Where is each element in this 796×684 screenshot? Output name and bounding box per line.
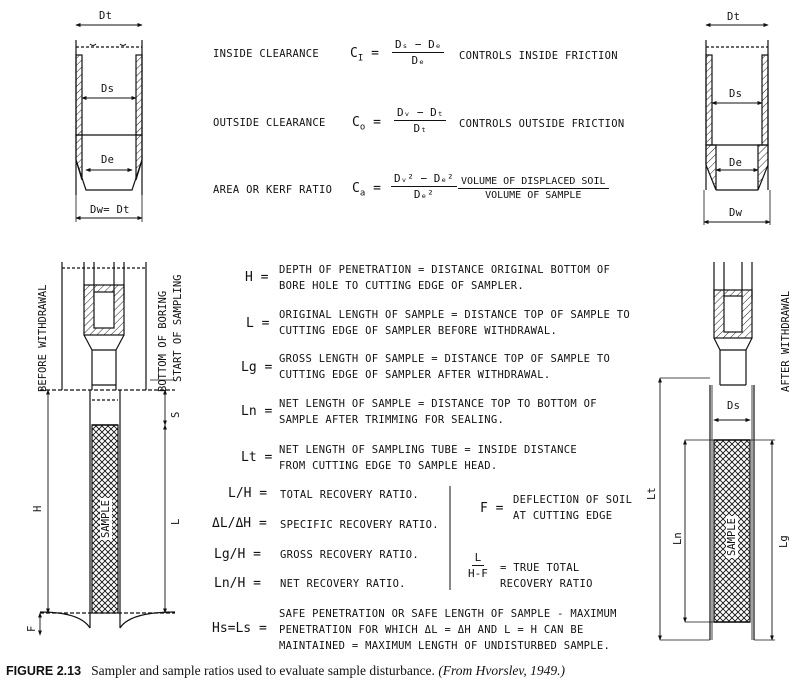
term-l-text: ORIGINAL LENGTH OF SAMPLE = DISTANCE TOP OF SAMPLE TO CUTTING EDGE OF SAMPLER BEFORE WITHDRAWAL. <box>279 309 630 337</box>
start-of-sampling-label: START OF SAMPLING <box>172 274 184 382</box>
term-ln-symbol: Ln = <box>241 404 273 419</box>
term-ln-text: NET LENGTH OF SAMPLE = DISTANCE TOP TO BOTTOM OF SAMPLE AFTER TRIMMING FOR SEALING. <box>279 398 597 426</box>
inside-clearance-note: CONTROLS INSIDE FRICTION <box>459 50 618 62</box>
label-dt-top-left: Dt <box>99 10 113 22</box>
inside-clearance-fraction: $\frac{\text{Dₛ − Dₑ}}{\text{Dₑ}}$ <box>392 38 444 67</box>
outside-clearance-label: OUTSIDE CLEARANCE <box>213 117 326 129</box>
label-dw-top-right: Dw <box>729 207 743 219</box>
label-l: L <box>170 518 182 525</box>
ratio-total-symbol: L/H = <box>228 486 268 501</box>
sample-label-left: SAMPLE <box>100 500 112 538</box>
area-ratio-fraction: $\frac{\text{Dᵥ² − Dₑ²}}{\text{Dₑ²}}$ <box>391 172 457 201</box>
inside-clearance-lhs: $C_I$ = <box>350 46 379 64</box>
term-h-symbol: H = <box>245 270 269 285</box>
area-ratio-note: VOLUME OF DISPLACED SOIL VOLUME OF SAMPLE <box>458 176 609 201</box>
term-l-symbol: L = <box>246 316 270 331</box>
ratio-gross-symbol: Lg/H = <box>214 547 261 562</box>
label-h: H <box>32 505 44 512</box>
ratio-net-symbol: Ln/H = <box>214 576 261 591</box>
label-s: S <box>170 411 182 418</box>
caption-source: (From Hvorslev, 1949.) <box>438 663 566 678</box>
area-ratio-label: AREA OR KERF RATIO <box>213 184 333 196</box>
figure-caption <box>6 663 565 679</box>
area-ratio-lhs: $C_a$ = <box>352 181 381 199</box>
label-f: F <box>26 625 38 632</box>
inside-clearance-label: INSIDE CLEARANCE <box>213 48 319 60</box>
term-h-text: DEPTH OF PENETRATION = DISTANCE ORIGINAL BOTTOM OF BORE HOLE TO CUTTING EDGE OF SAMPLER. <box>279 264 611 292</box>
ratio-specific-symbol: ΔL/ΔH = <box>212 516 267 531</box>
outside-clearance-fraction: $\frac{\text{Dᵥ − Dₜ}}{\text{Dₜ}}$ <box>394 106 446 135</box>
caption-text: Sampler and sample ratios used to evaluate sample disturbance. <box>91 663 435 678</box>
outside-clearance-note: CONTROLS OUTSIDE FRICTION <box>459 118 625 130</box>
ratio-specific-text: SPECIFIC RECOVERY RATIO. <box>280 519 439 531</box>
term-lt-text: NET LENGTH OF SAMPLING TUBE = INSIDE DISTANCE FROM CUTTING EDGE TO SAMPLE HEAD. <box>279 444 577 472</box>
label-ln: Ln <box>672 532 684 545</box>
deflection-symbol: F = <box>480 501 504 516</box>
top-right-sampler <box>704 25 770 225</box>
label-de-top-right: De <box>729 157 743 169</box>
safe-symbol: Hs=Ls = <box>212 621 267 636</box>
bottom-of-boring-label: BOTTOM OF BORING <box>157 290 169 392</box>
ratio-net-text: NET RECOVERY RATIO. <box>280 578 406 590</box>
after-withdrawal-label: AFTER WITHDRAWAL <box>780 290 792 392</box>
top-left-sampler <box>76 25 142 222</box>
ratio-total-text: TOTAL RECOVERY RATIO. <box>280 489 420 501</box>
outside-clearance-lhs: $C_o$ = <box>352 115 381 133</box>
label-lt: Lt <box>646 487 658 500</box>
label-ds-after: Ds <box>727 400 741 412</box>
figure-number: FIGURE 2.13 <box>6 664 82 678</box>
label-dt-top-right: Dt <box>727 11 741 23</box>
true-total-text: = TRUE TOTAL RECOVERY RATIO <box>500 562 593 590</box>
after-withdrawal-sampler <box>660 262 775 640</box>
term-lg-text: GROSS LENGTH OF SAMPLE = DISTANCE TOP OF SAMPLE TO CUTTING EDGE OF SAMPLER AFTER WITHDRAWAL. <box>279 353 611 381</box>
true-total-fraction: $\frac{L}{H-F}$ <box>468 551 488 580</box>
ratio-gross-text: GROSS RECOVERY RATIO. <box>280 549 420 561</box>
safe-text: SAFE PENETRATION OR SAFE LENGTH OF SAMPLE - MAXIMUM PENETRATION FOR WHICH ΔL = ΔH AND L = H CAN BE MAINTAINED = MAXIMUM LENGTH OF UNDISTURBED SAMPLE. <box>279 608 617 652</box>
label-dw-eq-dt: Dw= Dt <box>90 204 130 216</box>
before-withdrawal-label: BEFORE WITHDRAWAL <box>37 284 49 392</box>
before-withdrawal-sampler <box>40 262 175 635</box>
label-ds-top-right: Ds <box>729 88 743 100</box>
term-lt-symbol: Lt = <box>241 450 273 465</box>
label-lg: Lg <box>778 535 790 548</box>
label-de-top-left: De <box>101 154 115 166</box>
label-ds-top-left: Ds <box>101 83 115 95</box>
term-lg-symbol: Lg = <box>241 360 273 375</box>
deflection-text: DEFLECTION OF SOIL AT CUTTING EDGE <box>513 494 633 522</box>
sample-label-right: SAMPLE <box>726 518 738 556</box>
